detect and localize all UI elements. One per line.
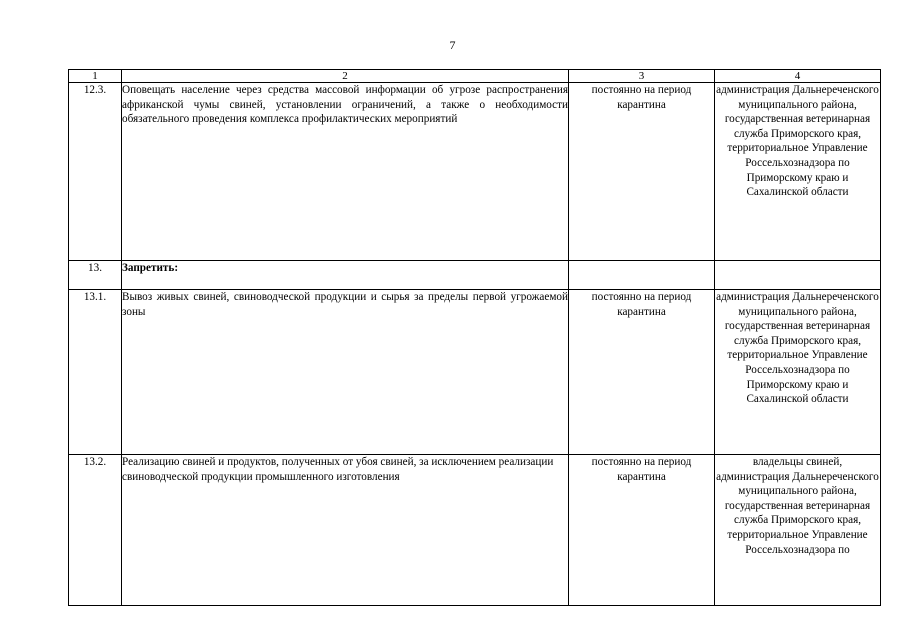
table-row <box>69 261 881 290</box>
column-header-4: 4 <box>715 70 881 83</box>
item-number: 13. <box>69 261 122 290</box>
column-header-1: 1 <box>69 70 122 83</box>
executor-cell: администрация Дальнереченского муниципального района, государственная ветеринарная служба Приморского края, территориальное Управление Россельхознадзора по Приморскому краю и Сахалинской области <box>715 83 881 261</box>
executor-cell: администрация Дальнереченского муниципального района, государственная ветеринарная служба Приморского края, территориальное Управление Россельхознадзора по Приморскому краю и Сахалинской области <box>715 290 881 455</box>
measure-text: Вывоз живых свиней, свиноводческой продукции и сырья за пределы первой угрожаемой зоны <box>122 290 569 455</box>
column-header-3: 3 <box>569 70 715 83</box>
period-cell: постоянно на период карантина <box>569 455 715 606</box>
period-cell: постоянно на период карантина <box>569 83 715 261</box>
section-heading: Запретить: <box>122 261 569 290</box>
table-row <box>69 455 881 606</box>
table-header-row <box>69 70 881 83</box>
measure-text: Оповещать население через средства массовой информации об угрозе распространения африканской чумы свиней, установлении ограничений, а также о необходимости обязательного проведения комплекса профилактических мероприятий <box>122 83 569 261</box>
item-number: 13.2. <box>69 455 122 606</box>
item-number: 13.1. <box>69 290 122 455</box>
table-row <box>69 83 881 261</box>
measure-text: Реализацию свиней и продуктов, полученных от убоя свиней, за исключением реализации свиноводческой продукции промышленного изготовления <box>122 455 569 606</box>
measures-table <box>68 69 881 606</box>
item-number: 12.3. <box>69 83 122 261</box>
table-row <box>69 290 881 455</box>
period-cell: постоянно на период карантина <box>569 290 715 455</box>
executor-cell: владельцы свиней, администрация Дальнереченского муниципального района, государственная ветеринарная служба Приморского края, территориальное Управление Россельхознадзора по <box>715 455 881 606</box>
column-header-2: 2 <box>122 70 569 83</box>
period-cell <box>569 261 715 290</box>
executor-cell <box>715 261 881 290</box>
page-number: 7 <box>449 38 456 52</box>
